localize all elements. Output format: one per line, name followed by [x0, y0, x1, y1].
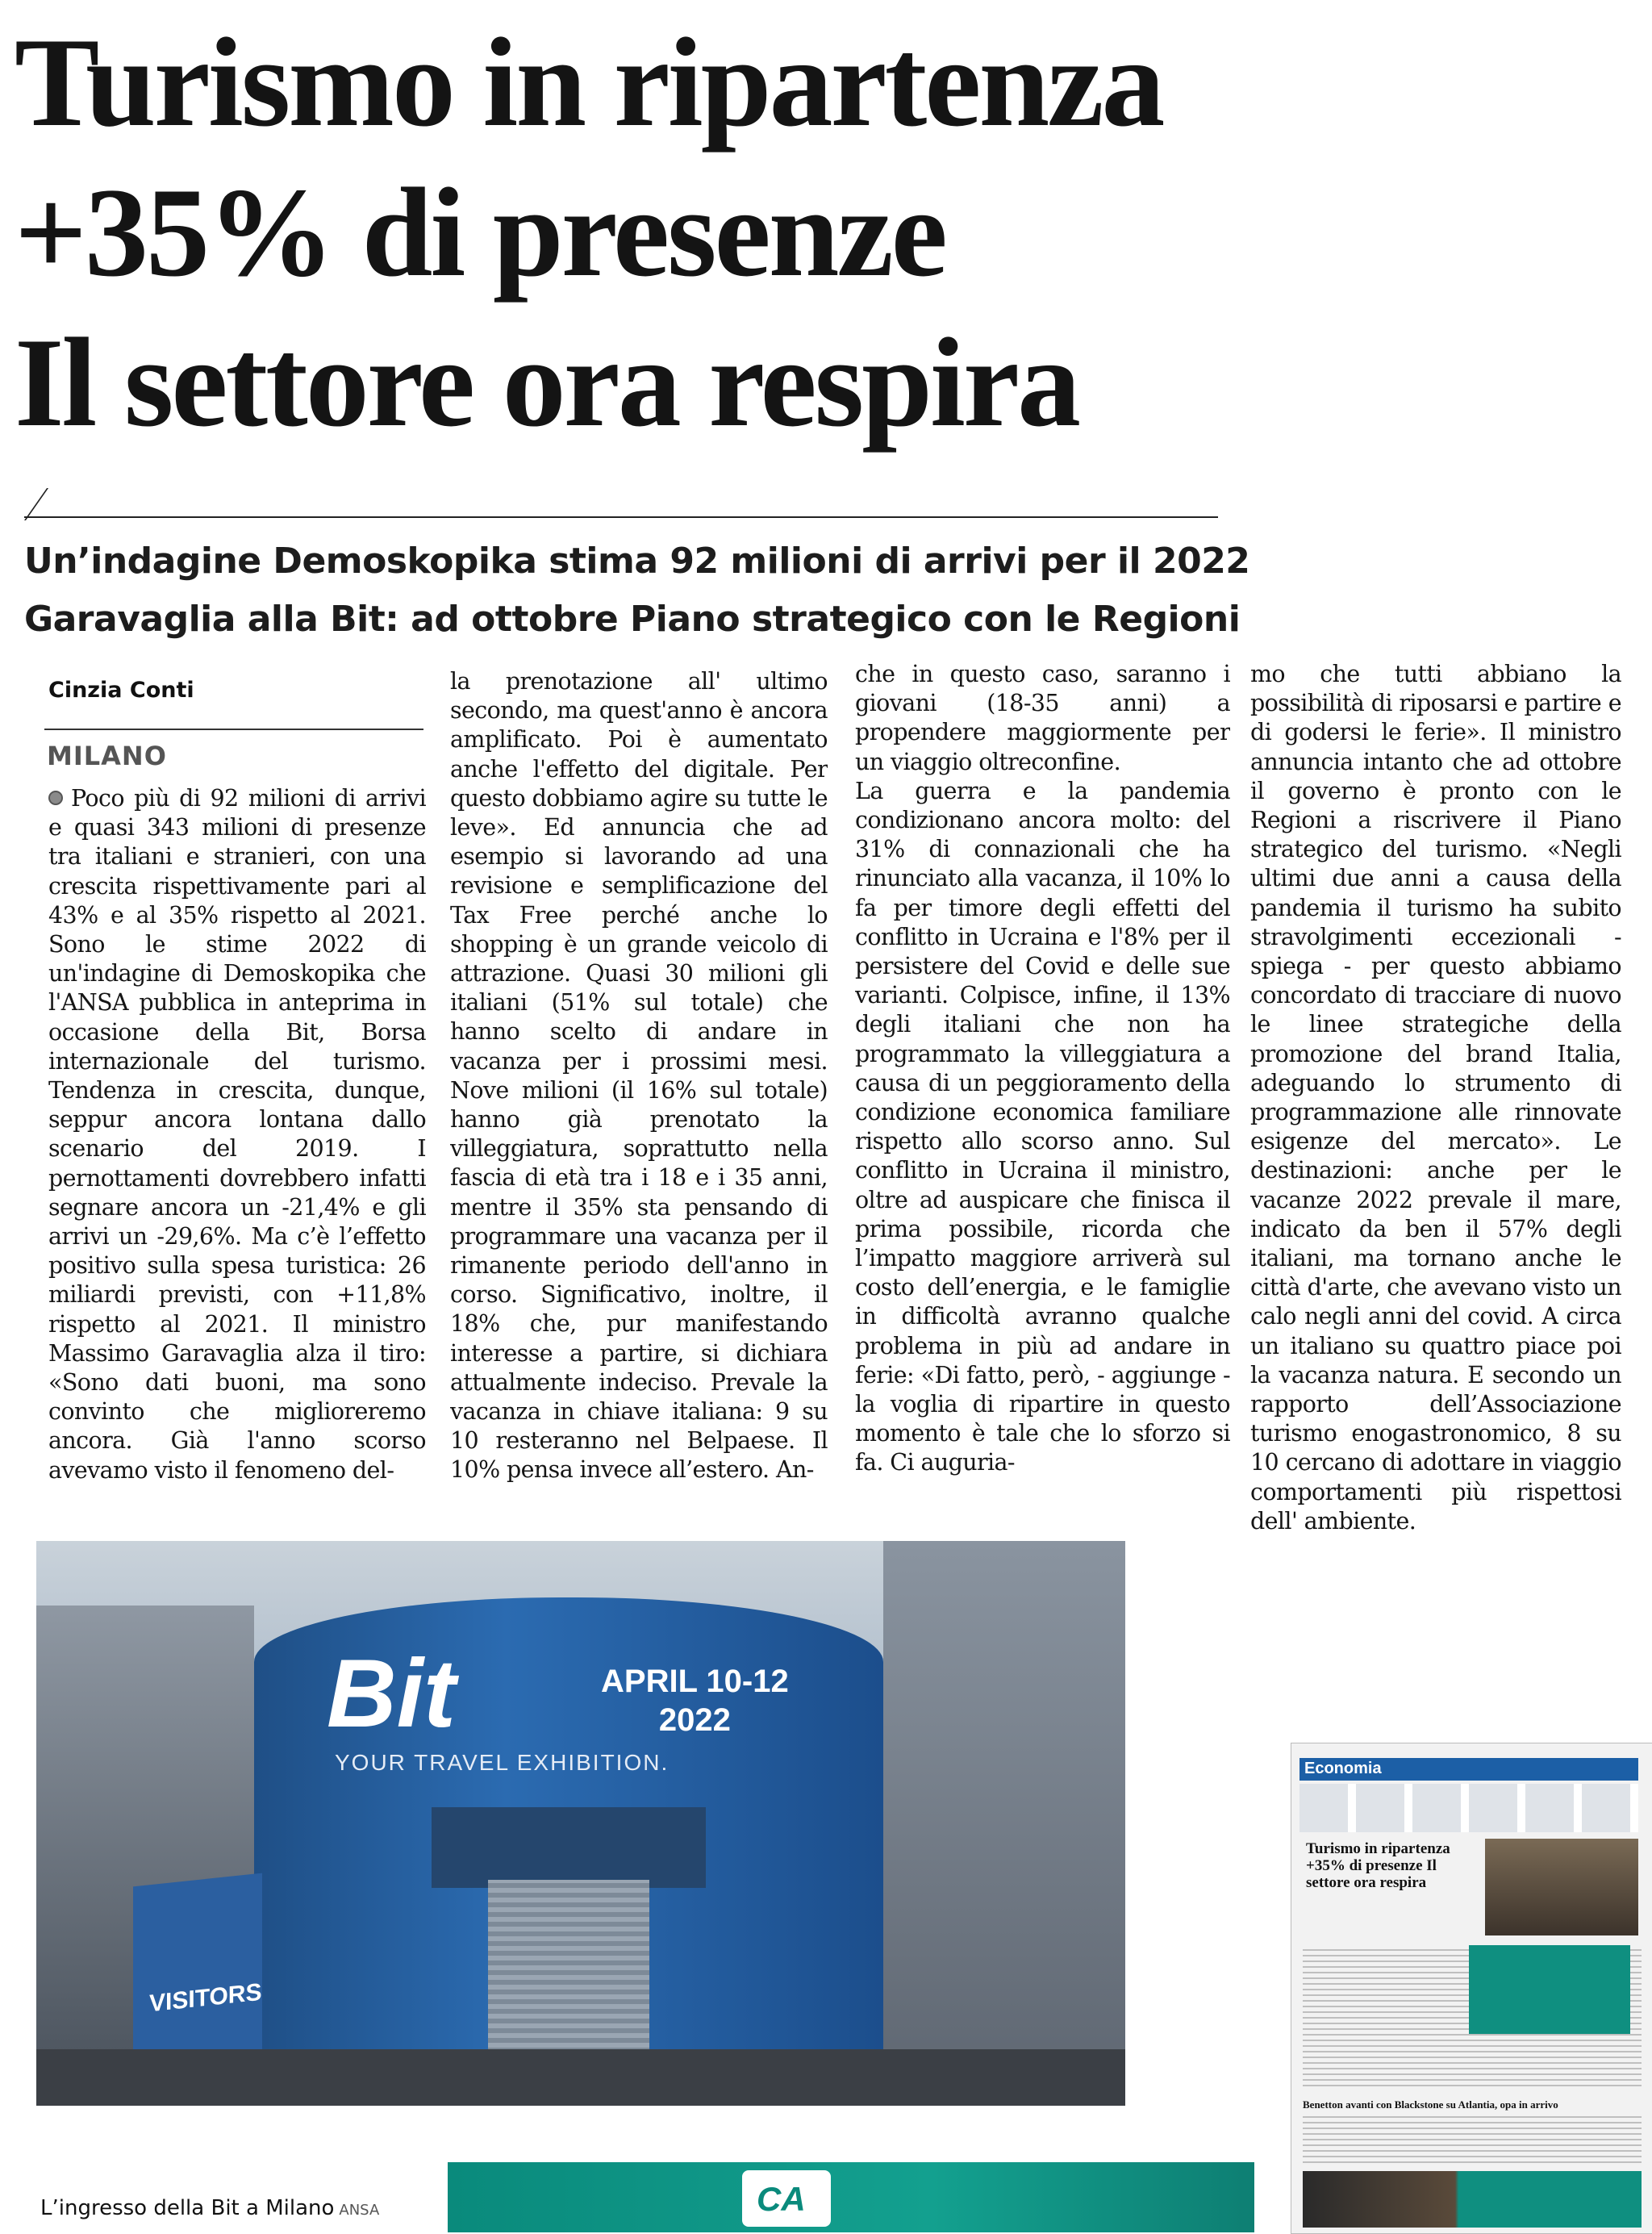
column-1-text: Poco più di 92 milioni di arrivi e quasi 343 milioni di presenze tra italiani e stranieri, con una crescita rispettivamente pari al 43% e al 35% rispetto al 2021. Sono le stime 2022 di un'indagine di Demoskopika che l'ANSA pubblica in anteprima in occasione della Bit, Borsa internazionale del turismo. Tendenza in crescita, dunque, seppur ancora lontana dallo scenario del 2019. I pernottamenti dovrebbero infatti segnare ancora un -21,4% e gli arrivi un -29,6%. Ma c’è l’effetto positivo sulla spesa turistica: 26 miliardi previsti, con +11,8% rispetto al 2021. Il ministro Massimo Garavaglia alza il tiro: «Sono dati buoni, ma sono convinto che miglioreremo ancora. Già l'anno scorso avevamo visto il fenomeno del- [48, 785, 426, 1484]
article-column-2 [450, 667, 828, 1522]
photo-date [601, 1662, 789, 1739]
article-column-4 [1250, 660, 1621, 1580]
thumbnail-ad-banner [1303, 2171, 1642, 2228]
thumbnail-text-lines-2 [1303, 2116, 1642, 2165]
caption-text: L’ingresso della Bit a Milano [40, 2196, 335, 2220]
photo-date-line-2: 2022 [658, 1702, 731, 1738]
thumbnail-photo [1485, 1839, 1638, 1935]
page-thumbnail [1291, 1743, 1652, 2234]
thumbnail-headline: Turismo in ripartenza +35% di presenze Il settore ora respira [1306, 1840, 1450, 1891]
column-3-text: che in questo caso, saranno i giovani (18-35 anni) a propendere maggiormente per un viaggio oltreconfine. [855, 661, 1230, 775]
thumbnail-secondary-headline: Benetton avanti con Blackstone su Atlantia, opa in arrivo [1303, 2098, 1558, 2111]
dateline: MILANO [47, 741, 167, 771]
thumbnail-ad [1469, 1945, 1630, 2034]
headline [15, 8, 1257, 458]
subheadline-line-2: Garavaglia alla Bit: ad ottobre Piano strategico con le Regioni [24, 599, 1241, 640]
byline: Cinzia Conti [48, 678, 194, 703]
article-column-3 [855, 660, 1230, 1523]
photo-entrance [432, 1807, 706, 1888]
headline-line-1: Turismo in ripartenza [15, 12, 1163, 153]
column-3-text-b: La guerra e la pandemia condizionano ancora molto: del 31% di connazionali che ha rinunciato alla vacanza, il 10% lo fa per timore degli effetti del conflitto in Ucraina e l'8% per il persistere del Covid e delle sue varianti. Colpisce, infine, il 13% degli italiani che non ha programmato la villeggiatura a causa di un peggioramento della condizione economica familiare rispetto allo scorso anno. Sul conflitto in Ucraina il ministro, oltre ad auspicare che finisca il prima possibile, ricorda che l’impatto maggiore arriverà sul costo dell’energia, e le famiglie in difficoltà avranno qualche problema in più ad andare in ferie: «Di fatto, però, - aggiunge - la voglia di ripartire in questo momento è tale che lo sforzo si fa. Ci auguria- [855, 777, 1230, 1476]
rule-tick [24, 488, 81, 520]
photo-date-line-1: APRIL 10-12 [601, 1664, 789, 1699]
photo-exhibition-text: YOUR TRAVEL EXHIBITION. [335, 1750, 670, 1775]
byline-rule [44, 729, 423, 730]
ad-banner[interactable] [448, 2162, 1254, 2232]
column-4-text: mo che tutti abbiano la possibilità di riposarsi e partire e di godersi le ferie». Il ministro annuncia intanto che ad ottobre il governo è pronto con le Regioni a riscrivere il Piano strategico del turismo. «Negli ultimi due anni a causa della pandemia il turismo ha subito stravolgimenti eccezionali - spiega - per questo abbiamo concordato di tracciare di nuovo le linee strategiche della promozione del brand Italia, adeguando lo strumento di programmazione alle rinnovate esigenze del mercato». Le destinazioni: anche per le vacanze 2022 prevale il mare, indicato da ben il 57% degli italiani, ma tornano anche le città d'arte, che avevano visto un calo negli anni del covid. A circa un italiano su quattro piace poi la vacanza natura. E secondo un rapporto dell’Associazione turismo enogastronomico, 8 su 10 cercano di adottare in viaggio comportamenti più rispettosi dell' ambiente. [1250, 661, 1621, 1535]
photo-building-right [883, 1541, 1125, 2106]
thumbnail-charts [1299, 1784, 1638, 1832]
news-photo [36, 1541, 1125, 2106]
subheadline [24, 532, 1250, 649]
photo-caption [40, 2196, 379, 2220]
photo-credit: ANSA [339, 2202, 380, 2219]
headline-line-2: +35% di presenze [15, 162, 945, 303]
article-column-1 [48, 784, 426, 1510]
ad-logo[interactable] [742, 2170, 831, 2227]
column-2-text: la prenotazione all' ultimo secondo, ma quest'anno è ancora amplificato. Poi è aumentato anche l'effetto del digitale. Per questo dobbiamo agire su tutte le leve». Ed annuncia che ad esempio si lavorando ad una revisione e semplificazione del Tax Free perché anche lo shopping è un grande veicolo di attrazione. Quasi 30 milioni gli italiani (51% sul totale) che hanno scelto di andare in vacanza per i prossimi mesi. Nove milioni (il 16% sul totale) hanno già prenotato la villeggiatura, soprattutto nella fascia di età tra i 18 e i 35 anni, mentre il 35% sta pensando di programmare una vacanza per il rimanente periodo dell'anno in corso. Significativo, inoltre, il 18% che, pur manifestando interesse a partire, si dichiara attualmente indeciso. Prevale la vacanza in chiave italiana: 9 su 10 resteranno nel Belpaese. Il 10% pensa invece all’estero. An- [450, 668, 828, 1484]
headline-rule [24, 516, 1218, 518]
headline-line-3: Il settore ora respira [15, 312, 1079, 453]
thumbnail-section-label: Economia [1304, 1760, 1382, 1777]
subheadline-line-1: Un’indagine Demoskopika stima 92 milioni di arrivi per il 2022 [24, 541, 1250, 582]
photo-visitors-text: VISITORS [149, 1978, 262, 2018]
photo-ground [36, 2049, 1125, 2106]
photo-bit-logo: Bit [327, 1639, 456, 1748]
ad-logo-text: CA [757, 2180, 806, 2218]
bullet-icon [48, 791, 63, 805]
